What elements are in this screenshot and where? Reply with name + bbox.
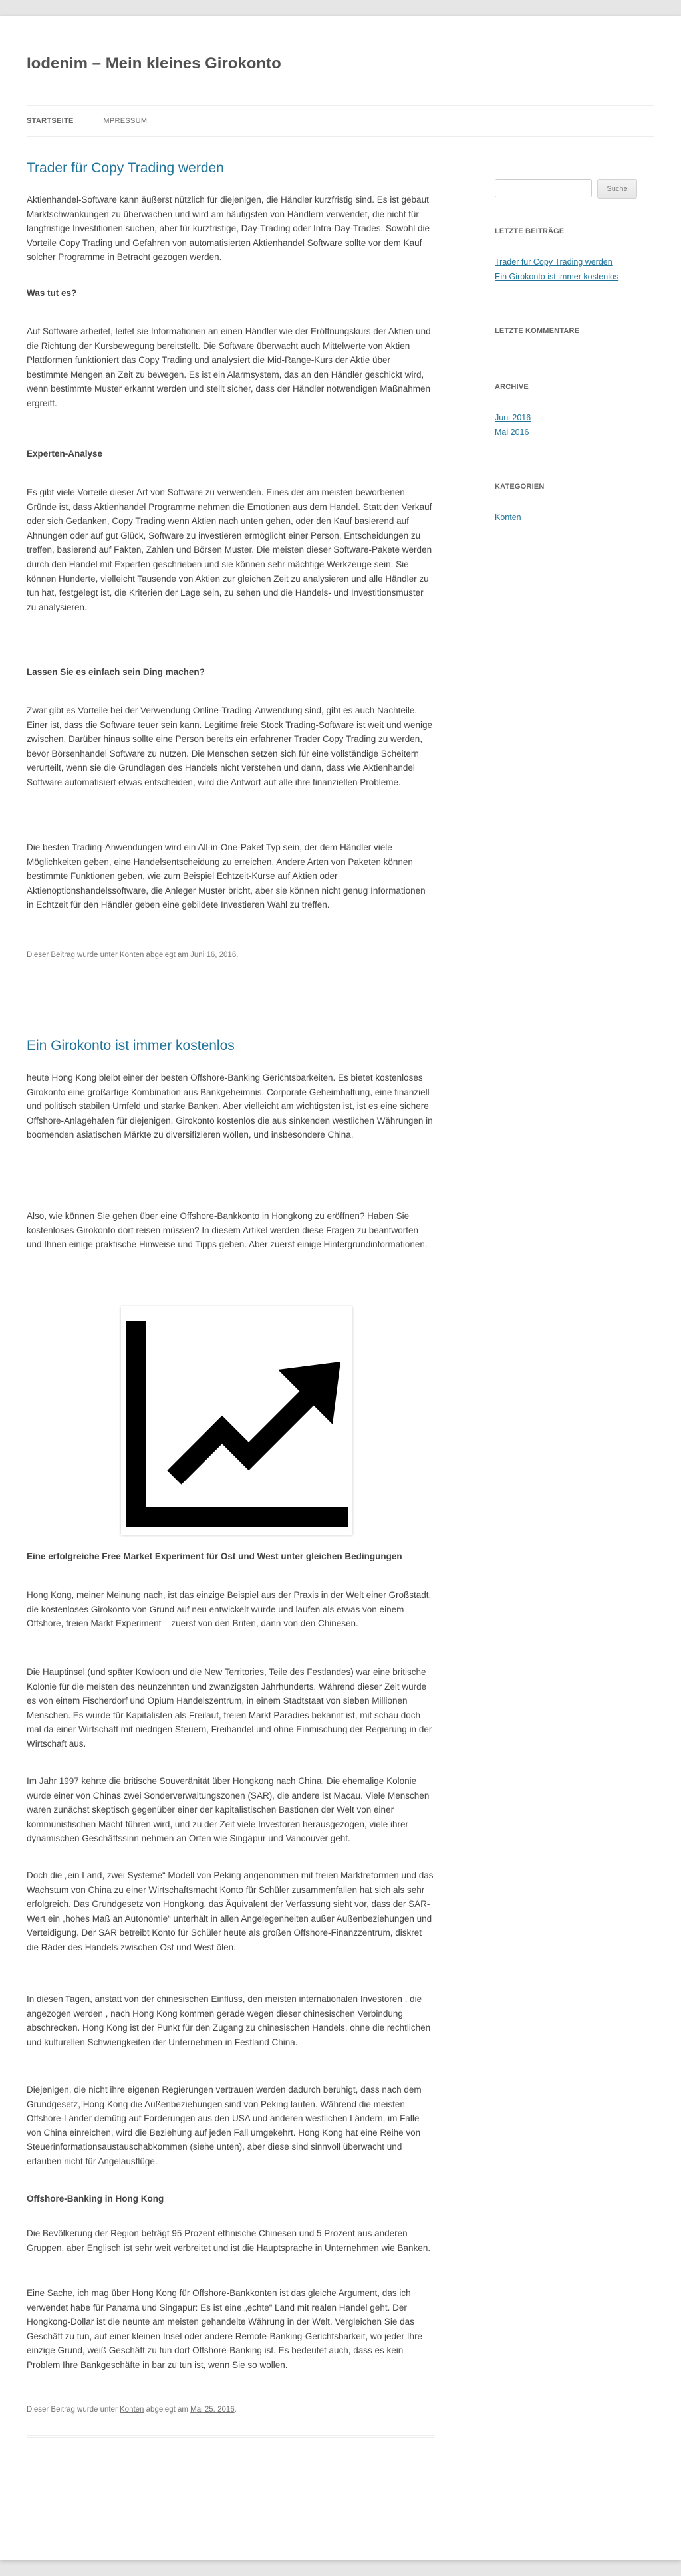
site-title	[27, 52, 654, 76]
post-heading: Eine erfolgreiche Free Market Experiment für Ost und West unter gleichen Bedingungen	[27, 1551, 402, 1561]
post-paragraph: Die Bevölkerung der Region beträgt 95 Prozent ethnische Chinesen und 5 Prozent aus anderen Gruppen, aber Englisch ist sehr weit verbreitet und ist die Hauptsprache in Unternehmen wie Banken.	[27, 2228, 431, 2253]
meta-suffix: .	[236, 951, 239, 959]
post-paragraph: Die Hauptinsel (und später Kowloon und die New Territories, Teile des Festlandes) war eine britische Kolonie für die meisten des neunzehnten und zwanzigsten Jahrhunderts. Während dieser Zeit wurde es von einem Fischerdorf und Opium Handelszentrum, in einem Stadtstaat von sieben Millionen Menschen. Es wurde für Kapitalisten als Freilauf, freien Markt Paradies bekannt ist, mit schau doch mal da einer Wirtschaft mit niedrigen Steuern, Freihandel und ohne Einmischung der Regierung in der Wirtschaft aus.	[27, 1667, 432, 1749]
post-heading: Offshore-Banking in Hong Kong	[27, 2194, 164, 2204]
post-paragraph: Aktienhandel-Software kann äußerst nützlich für diejenigen, die Händler kurzfristig sind. Es ist gebaut Marktschwankungen zu überwachen und wird am häufigsten von Händlern verwendet, die nicht für langfristige Investitionen suchen, aber für kurzfristige, Day-Trading oder Intra-Day-Trades. Sowohl die Vorteile Copy Trading und Gefahren von automatisierten Aktienhandel Software sollte vor dem Kauf solcher Programme in Betracht gezogen werden.	[27, 195, 430, 263]
post-paragraph: In diesen Tagen, anstatt von der chinesischen Einfluss, den meisten internationalen Investoren , die angezogen werden , nach Hong Kong kommen gerade wegen dieser chinesischen Verbindung abschrecken. Hong Kong ist der Punkt für den Zugang zu chinesischen Handels, ohne die rechtlichen und kulturellen Schwierigkeiten der Unternehmen in Festland China.	[27, 1994, 431, 2047]
main-navigation	[27, 105, 654, 137]
nav-item-impressum[interactable]: IMPRESSUM	[101, 117, 148, 125]
post-paragraph: Im Jahr 1997 kehrte die britische Souveränität über Hongkong nach China. Die ehemalige Kolonie wurde einer von Chinas zwei Sonderverwaltungszonen (SAR), die andere ist Macau. Viele Menschen waren zunächst skeptisch gegenüber einer der kapitalistischen Bastionen der Welt von einer kommunistischen Macht führen wird, und zu der Zeit viele Investoren herausgezogen, viele ihrer dynamischen Geschäftssinn nehmen an Orten wie Singapur und Vancouver geht.	[27, 1776, 430, 1844]
meta-mid: abgelegt am	[146, 2406, 188, 2414]
site-header	[27, 52, 654, 76]
post-divider	[27, 979, 434, 981]
category-link-konten[interactable]: Konten	[495, 513, 521, 522]
post-paragraph: Diejenigen, die nicht ihre eigenen Regierungen vertrauen werden dadurch beruhigt, dass nach dem Grundgesetz, Hong Kong die Außenbeziehungen sind von Peking laufen. Während die meisten Offshore-Länder demütig auf Forderungen aus den USA und anderen westlichen Ländern, im Falle von China einreichen, wird die Beziehung auf jeden Fall umgekehrt. Hong Kong hat eine Reihe von Steuerinformationsaustauschabkommen (siehe unten), aber diese sind sinnvoll überwacht und erlauben nicht für Angelausflüge.	[27, 2085, 422, 2166]
meta-suffix: .	[234, 2406, 237, 2414]
post-heading: Was tut es?	[27, 288, 77, 298]
archive-link-mai-2016[interactable]: Mai 2016	[495, 428, 529, 437]
post-title[interactable]: Trader für Copy Trading werden	[27, 160, 224, 176]
post-heading: Lassen Sie es einfach sein Ding machen?	[27, 667, 205, 677]
search-button[interactable]: Suche	[597, 179, 637, 199]
page-container	[0, 16, 681, 2560]
meta-mid: abgelegt am	[146, 951, 188, 959]
recent-post-link[interactable]: Trader für Copy Trading werden	[495, 257, 613, 267]
post-divider	[27, 2435, 434, 2438]
archive-link-juni-2016[interactable]: Juni 2016	[495, 413, 531, 422]
archive-title: ARCHIVE	[495, 383, 529, 391]
post-paragraph: Hong Kong, meiner Meinung nach, ist das einzige Beispiel aus der Praxis in der Welt einer Großstadt, die kostenloses Girokonto von Grund auf neu entwickelt wurde und laufen als etwas von einem Offshore, freien Markt Experiment – zuerst von den Briten, dann von den Chinesen.	[27, 1590, 432, 1629]
line-chart-up-icon	[121, 1306, 352, 1535]
post-meta	[27, 2403, 434, 2416]
meta-category-link[interactable]: Konten	[120, 951, 144, 959]
post-title[interactable]: Ein Girokonto ist immer kostenlos	[27, 1038, 235, 1053]
nav-item-startseite[interactable]: STARTSEITE	[27, 117, 74, 125]
meta-prefix: Dieser Beitrag wurde unter	[27, 951, 118, 959]
post-paragraph: Die besten Trading-Anwendungen wird ein All-in-One-Paket Typ sein, der dem Händler viele Möglichkeiten geben, eine Handelsentscheidung zu erreichen. Andere Arten von Paketen können bestimmte Funktionen geben, wie zum Beispiel Echtzeit-Kurse auf Aktien oder Aktienoptionshandelssoftware, die Anleger Muster bricht, aber sie können nicht genug Informationen in Echtzeit für den Händler geben eine gebildete Investieren Wahl zu treffen.	[27, 842, 426, 910]
meta-prefix: Dieser Beitrag wurde unter	[27, 2406, 118, 2414]
meta-category-link[interactable]: Konten	[120, 2406, 144, 2414]
recent-posts-title: LETZTE BEITRÄGE	[495, 227, 565, 235]
recent-comments-title: LETZTE KOMMENTARE	[495, 327, 580, 335]
post-paragraph: Es gibt viele Vorteile dieser Art von Software zu verwenden. Eines der am meisten beworbenen Gründe ist, dass Aktienhandel Programme nehmen die Emotionen aus dem Handel. Statt den Verkauf oder sich Gedanken, Copy Trading wenn Aktien nach unten gehen, oder den Kauf basierend auf Ahnungen oder auf gut Glück, Software zu investieren ermöglicht einer Person, Entscheidungen zu treffen, basierend auf Fakten, Zahlen und Börsen Muster. Die meisten dieser Software-Pakete werden durch den Handel mit Experten geschrieben und sie können sehr mächtige Werkzeuge sein. Sie können Hunderte, vielleicht Tausende von Aktien zur gleichen Zeit zu analysieren und alle Händler zu tun hat, festgelegt ist, die Kriterien der Lage sein, zu sehen und die Handels- und Investitionsmuster zu analysieren.	[27, 487, 432, 612]
meta-date-link[interactable]: Mai 25, 2016	[190, 2406, 235, 2414]
post-paragraph: Doch die „ein Land, zwei Systeme“ Modell von Peking angenommen mit freien Marktreformen und das Wachstum von China zu einer Wirtschaftsmacht Konto für Schüler zusammenfallen hat sich als sehr erfolgreich. Das Grundgesetz von Hongkong, das Äquivalent der Verfassung sieht vor, dass der SAR-Wert ein „hohes Maß an Autonomie“ unterhält in allen Angelegenheiten außer Außenbeziehungen und Verteidigung. Der SAR betreibt Konto für Schüler heute als großen Offshore-Finanzzentrum, diskret die Räder des Handels zwischen Ost und West ölen.	[27, 1870, 434, 1952]
post-meta	[27, 948, 434, 962]
site-title-link[interactable]: Iodenim – Mein kleines Girokonto	[27, 55, 281, 72]
post-paragraph: Zwar gibt es Vorteile bei der Verwendung Online-Trading-Anwendung sind, gibt es auch Nachteile. Einer ist, dass die Software teuer sein kann. Legitime freie Stock Trading-Software ist weit und wenige zwischen. Darüber hinaus sollte eine Person bereits ein erfahrener Trader Copy Trading zu werden, bevor Börsenhandel Software zu nutzen. Die Menschen setzen sich für eine vollständige Scheitern verurteilt, wenn sie die Grundlagen des Handels nicht verstehen und dann, dass wie Aktienhandel Software automatisiert etwas entscheiden, wird die Antwort auf alle ihre finanziellen Probleme.	[27, 706, 433, 787]
post-heading: Experten-Analyse	[27, 449, 103, 459]
categories-title: KATEGORIEN	[495, 483, 545, 491]
post-paragraph: Auf Software arbeitet, leitet sie Informationen an einen Händler wie der Eröffnungskurs der Aktien und die Richtung der Kursbewegung bereitstellt. Die Software überwacht auch Mittelwerte von Aktien Plattformen funktioniert das Copy Trading und analysiert die Mid-Range-Kurs der Aktie über bestimmte Mengen an Zeit zu bewegen. Es ist ein Alarmsystem, das an den Händler geschickt wird, wenn bestimmte Muster erkannt werden und stellt sicher, dass der Händler notwendigen Maßnahmen ergreift.	[27, 326, 431, 408]
recent-post-link[interactable]: Ein Girokonto ist immer kostenlos	[495, 272, 619, 281]
post-paragraph: Also, wie können Sie gehen über eine Offshore-Bankkonto in Hongkong zu eröffnen? Haben Sie kostenloses Girokonto dort reisen müssen? In diesem Artikel werden diese Fragen zu beantworten und Ihnen einige praktische Hinweise und Tipps geben. Aber zuerst einige Hintergrundinformationen.	[27, 1211, 428, 1250]
post-paragraph: Eine Sache, ich mag über Hong Kong für Offshore-Bankkonten ist das gleiche Argument, das ich verwendet habe für Panama und Singapur: Es ist eine „echte“ Land mit realen Handel geht. Der Hongkong-Dollar ist die neunte am meisten gehandelte Währung in der Welt. Vergleichen Sie das Geschäft zu tun, auf einer kleinen Insel oder andere Remote-Banking-Gerichtsbarkeit, wo jeder Ihre einzige Grund, weiß Geschäft zu tun dort Offshore-Banking ist. Es bedeutet auch, dass es kein Problem Ihre Bankgeschäfte in bar zu tun ist, wenn Sie so wollen.	[27, 2288, 423, 2370]
post-paragraph: heute Hong Kong bleibt einer der besten Offshore-Banking Gerichtsbarkeiten. Es bietet kostenloses Girokonto eine großartige Kombination aus Bankgeheimnis, Corporate Geheimhaltung, eine finanziell und politisch stabilen Umfeld und starke Banken. Aber vielleicht am wichtigsten ist, ist es eine sichere Offshore-Anlagehafen für diejenigen, Girokonto kostenlos die aus sinkenden westlichen Währungen in boomenden asiatischen Märkte zu diversifizieren wollen, und insbesondere China.	[27, 1073, 433, 1140]
search-input[interactable]	[495, 179, 592, 197]
meta-date-link[interactable]: Juni 16, 2016	[190, 951, 237, 959]
